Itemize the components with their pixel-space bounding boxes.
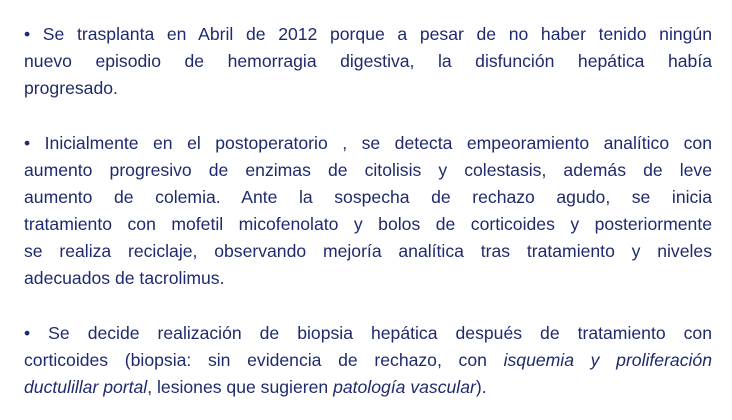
paragraph-postoperatorio [24, 130, 712, 292]
italic-run: isquemia y proliferación [503, 350, 712, 370]
text-line: tratamiento con mofetil micofenolato y bolos de corticoides y posteriormente [24, 214, 712, 234]
text-line [24, 347, 712, 374]
paragraph-biopsia [24, 320, 712, 401]
italic-run: ductulillar portal [24, 377, 148, 397]
text-run: ). [475, 377, 487, 397]
text-line: • Se decide realización de biopsia hepática después de tratamiento con [24, 323, 712, 343]
text-run: corticoides (biopsia: sin evidencia de rechazo, con [24, 350, 504, 370]
text-line: aumento de colemia. Ante la sospecha de rechazo agudo, se inicia [24, 187, 712, 207]
text-line [24, 374, 712, 401]
text-line: se realiza reciclaje, observando mejoría analítica tras tratamiento y niveles [24, 241, 712, 261]
text-line: • Inicialmente en el postoperatorio , se detecta empeoramiento analítico con [24, 133, 712, 153]
italic-run: patología vascular [333, 377, 476, 397]
text-line: nuevo episodio de hemorragia digestiva, la disfunción hepática había [24, 51, 712, 71]
text-line: aumento progresivo de enzimas de citolisis y colestasis, además de leve [24, 160, 712, 180]
text-run: , lesiones que sugieren [147, 377, 334, 397]
text-line: adecuados de tacrolimus. [24, 268, 225, 288]
paragraph-trasplante [24, 21, 712, 102]
text-line: • Se trasplanta en Abril de 2012 porque a pesar de no haber tenido ningún [24, 24, 712, 44]
text-line: progresado. [24, 78, 118, 98]
